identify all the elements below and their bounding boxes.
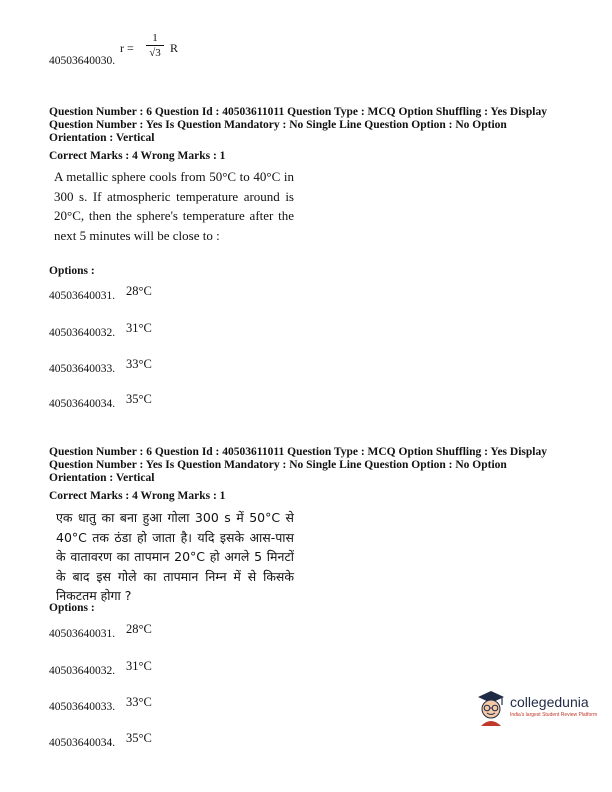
header-line: Question Number : Yes Is Question Mandatory : No Single Line Question Option : No Option	[49, 119, 507, 131]
header-line: Question Number : Yes Is Question Mandatory : No Single Line Question Option : No Option	[49, 459, 507, 471]
question-text-en: A metallic sphere cools from 50°C to 40°C in 300 s. If atmospheric temperature around is 20°C, then the sphere's temperature after the next 5 minutes will be close to :	[54, 169, 294, 243]
formula-lhs: r =	[120, 41, 134, 55]
option-id: 40503640034.	[49, 737, 116, 749]
options-label-en: Options :	[49, 265, 95, 277]
option-value: 28°C	[126, 622, 152, 636]
marks-hi: Correct Marks : 4 Wrong Marks : 1	[49, 490, 226, 502]
fraction-bar	[146, 45, 164, 46]
option-value: 35°C	[126, 392, 152, 406]
header-line: Question Number : 6 Question Id : 40503611011 Question Type : MCQ Option Shuffling : Yes Display	[49, 446, 547, 458]
logo-tagline: India's largest Student Review Platform	[510, 712, 598, 718]
option-value: 35°C	[126, 731, 152, 745]
option-id: 40503640033.	[49, 701, 116, 713]
question-header-hi	[49, 446, 589, 485]
option-id: 40503640032.	[49, 327, 116, 339]
collegedunia-logo	[474, 688, 598, 728]
header-line: Question Number : 6 Question Id : 40503611011 Question Type : MCQ Option Shuffling : Yes Display	[49, 106, 547, 118]
option-value: 28°C	[126, 284, 152, 298]
question-header-en	[49, 106, 589, 145]
option-value: 33°C	[126, 695, 152, 709]
question-text-hi: एक धातु का बना हुआ गोला 300 s में 50°C से 40°C तक ठंडा हो जाता है। यदि इसके आस-पास के वातावरण का तापमान 20°C हो अगले 5 मिनटों के बाद इस गोले का तापमान निम्न में से किसके निकटतम होगा ?	[56, 510, 294, 603]
formula	[120, 32, 190, 66]
option-id: 40503640031.	[49, 290, 116, 302]
options-label-hi: Options :	[49, 602, 95, 614]
student-mascot-icon	[474, 688, 508, 726]
prev-option-id: 40503640030.	[49, 55, 116, 67]
header-line: Orientation : Vertical	[49, 472, 155, 484]
option-value: 31°C	[126, 321, 152, 335]
formula-fraction	[146, 32, 164, 59]
option-id: 40503640033.	[49, 363, 116, 375]
formula-numerator: 1	[152, 32, 158, 44]
logo-brand: collegedunia	[510, 694, 589, 710]
option-id: 40503640031.	[49, 628, 116, 640]
option-value: 33°C	[126, 357, 152, 371]
marks-en: Correct Marks : 4 Wrong Marks : 1	[49, 150, 226, 162]
header-line: Orientation : Vertical	[49, 132, 155, 144]
option-id: 40503640034.	[49, 398, 116, 410]
formula-denominator: √3	[149, 47, 161, 59]
formula-rhs: R	[170, 41, 179, 55]
option-id: 40503640032.	[49, 665, 116, 677]
option-value: 31°C	[126, 659, 152, 673]
